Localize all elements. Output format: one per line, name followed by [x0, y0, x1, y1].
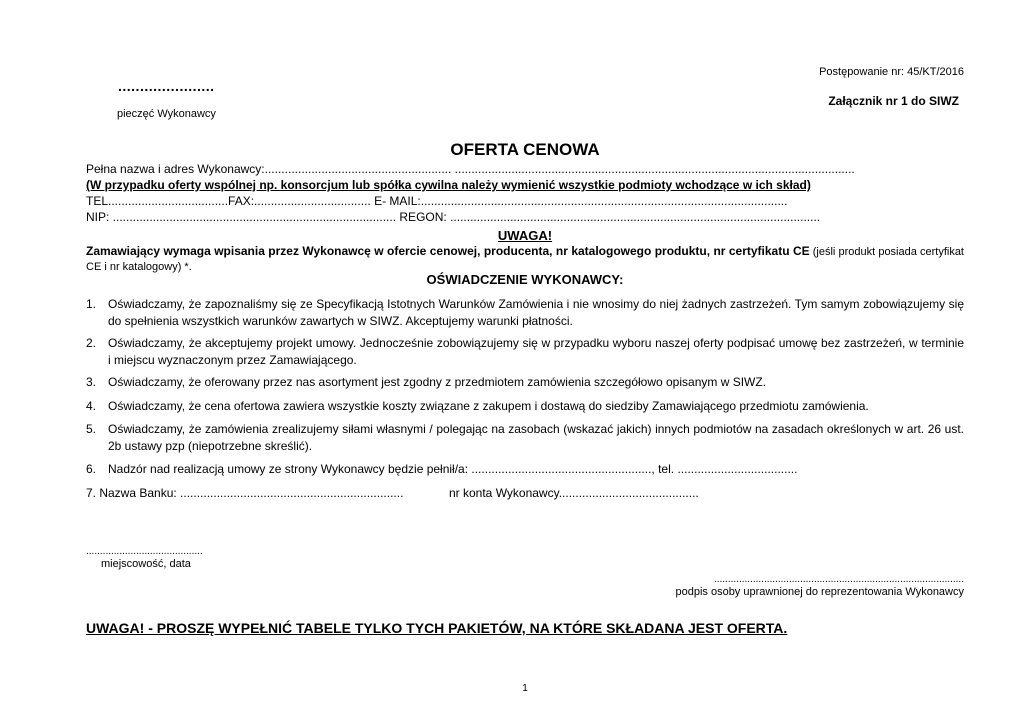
signature-field[interactable]: ..........................................................................................: [713, 574, 964, 585]
declaration-item: [86, 374, 964, 391]
account-number-field[interactable]: nr konta Wykonawcy..........................................: [449, 486, 699, 500]
item-number: 5.: [86, 422, 97, 436]
signature-label: podpis osoby uprawnionej do reprezentowania Wykonawcy: [675, 586, 964, 598]
joint-offer-note: (W przypadku oferty wspólnej np. konsorcjum lub spółka cywilna należy wymienić wszystkie podmioty wchodzące w ich skład): [86, 178, 811, 192]
declaration-heading: OŚWIADCZENIE WYKONAWCY:: [426, 272, 624, 287]
item-text: Oświadczamy, że oferowany przez nas asortyment jest zgodny z przedmiotem zamówienia szczegółowo opisanym w SIWZ.: [108, 375, 767, 389]
item-text: Oświadczamy, że akceptujemy projekt umowy. Jednocześnie zobowiązujemy się w przypadku wyboru naszej oferty podpisać umowę bez zastrzeżeń, w terminie i miejscu wyznaczonym przez Zamawiającego.: [108, 336, 964, 367]
declaration-item: [86, 421, 964, 455]
supervisor-field[interactable]: Nadzór nad realizacją umowy ze strony Wykonawcy będzie pełnił/a: ......................................................, tel. ....................................: [108, 462, 798, 476]
proceeding-number: Postępowanie nr: 45/KT/2016: [819, 66, 964, 78]
declaration-item[interactable]: [86, 461, 964, 478]
item-text: Oświadczamy, że zamówienia zrealizujemy siłami własnymi / polegając na zasobach (wskazać jakich) innych podmiotów na zasadach określonych w art. 26 ust. 2b ustawy pzp (niepotrzebne skreślić).: [108, 422, 964, 453]
declaration-item: [86, 296, 964, 330]
declaration-item: [86, 398, 964, 415]
warning-heading: UWAGA!: [497, 228, 553, 243]
name-address-field[interactable]: Pełna nazwa i adres Wykonawcy:........................................................ ........................................................................................................................: [86, 162, 855, 176]
place-date-label: miejscowość, data: [101, 558, 191, 570]
item-number: 2.: [86, 336, 97, 350]
contact-fields[interactable]: TEL....................................FAX:................................... E- MAIL:..............................................................................................................: [86, 194, 788, 208]
final-notice: UWAGA! - PROSZĘ WYPEŁNIĆ TABELE TYLKO TYCH PAKIETÓW, NA KTÓRE SKŁADANA JEST OFERTA.: [86, 620, 788, 636]
warning-text: [86, 244, 964, 274]
item-number: 1.: [86, 297, 97, 311]
declaration-item: [86, 335, 964, 369]
item-number: 6.: [86, 462, 97, 476]
stamp-field[interactable]: ......................: [118, 78, 215, 94]
attachment-label: Załącznik nr 1 do SIWZ: [828, 94, 959, 108]
bank-name-field[interactable]: 7. Nazwa Banku: ...................................................................: [86, 486, 404, 500]
place-date-field[interactable]: ..........................................: [86, 546, 203, 557]
warning-text-normal: (jeśli produkt posiada certyfikat CE i nr katalogowy) *.: [86, 246, 964, 273]
document-title-text: OFERTA CENOWA: [450, 140, 600, 159]
item-number: 4.: [86, 399, 97, 413]
nip-regon-fields[interactable]: NIP: ..................................................................................... REGON: ...............................................................................................................: [86, 210, 821, 224]
page-number: [0, 683, 1024, 694]
item-number: 3.: [86, 375, 97, 389]
warning-text-bold: Zamawiający wymaga wpisania przez Wykonawcę w ofercie cenowej, producenta, nr katalogowego produktu, nr certyfikatu CE: [86, 244, 810, 258]
page-number-text: 1: [522, 683, 528, 694]
document-title: [0, 140, 1024, 160]
stamp-label: pieczęć Wykonawcy: [117, 108, 216, 120]
item-text: Oświadczamy, że zapoznaliśmy się ze Specyfikacją Istotnych Warunków Zamówienia i nie wnosimy do niej żadnych zastrzeżeń. Tym samym zobowiązujemy się do spełnienia wszystkich warunków zawartych w SIWZ. Akceptujemy warunki płatności.: [108, 297, 964, 328]
item-text: Oświadczamy, że cena ofertowa zawiera wszystkie koszty związane z zakupem i dostawą do siedziby Zamawiającego przedmiotu zamówienia.: [108, 399, 869, 413]
